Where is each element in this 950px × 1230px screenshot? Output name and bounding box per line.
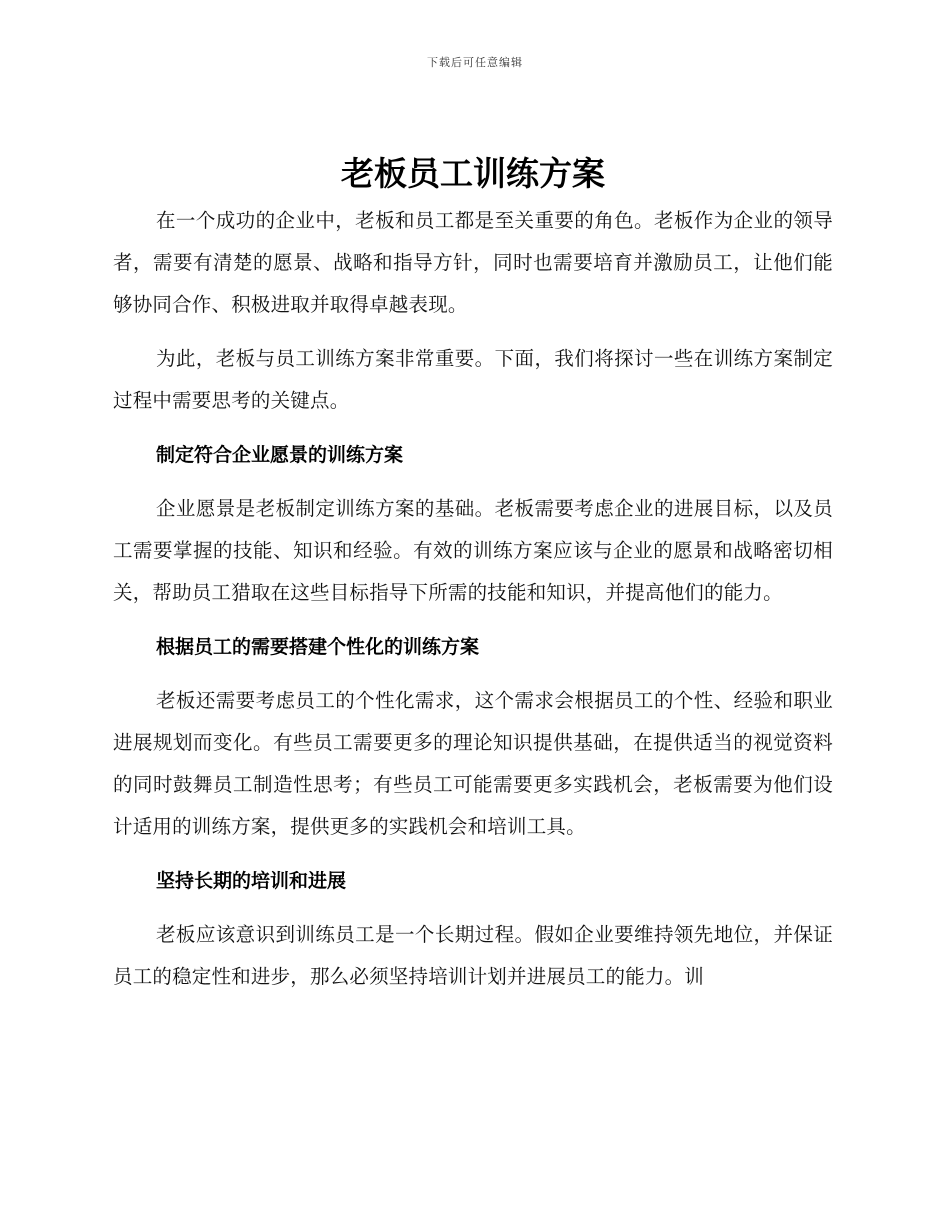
page-header-note: 下载后可任意编辑 [427,56,523,69]
intro-paragraph-2: 为此，老板与员工训练方案非常重要。下面，我们将探讨一些在训练方案制定过程中需要思考的关键点。 [113,347,833,412]
section-body-personalized: 老板还需要考虑员工的个性化需求，这个需求会根据员工的个性、经验和职业进展规划而变化。有些员工需要更多的理论知识提供基础，在提供适当的视觉资料的同时鼓舞员工制造性思考；有些员工可能需要更多实践机会，老板需要为他们设计适用的训练方案，提供更多的实践机会和培训工具。 [113,689,833,838]
section-body-long-term: 老板应该意识到训练员工是一个长期过程。假如企业要维持领先地位，并保证员工的稳定性和进步，那么必须坚持培训计划并进展员工的能力。训 [113,923,833,988]
paragraph-spacer [113,614,833,626]
paragraph-spacer [113,848,833,860]
section-heading-vision: 制定符合企业愿景的训练方案 [156,444,404,466]
paragraph-spacer [113,668,833,680]
section-heading-long-term: 坚持长期的培训和进展 [156,870,347,892]
paragraph-spacer [113,326,833,338]
section-body-vision: 企业愿景是老板制定训练方案的基础。老板需要考虑企业的进展目标，以及员工需要掌握的技能、知识和经验。有效的训练方案应该与企业的愿景和战略密切相关，帮助员工猎取在这些目标指导下所需的技能和知识，并提高他们的能力。 [113,497,833,604]
section-heading-personalized: 根据员工的需要搭建个性化的训练方案 [156,636,480,658]
paragraph-spacer [113,476,833,488]
document-body [113,148,833,998]
intro-paragraph-1: 在一个成功的企业中，老板和员工都是至关重要的角色。老板作为企业的领导者，需要有清楚的愿景、战略和指导方针，同时也需要培育并激励员工，让他们能够协同合作、积极进取并取得卓越表现。 [113,209,833,316]
paragraph-spacer [113,902,833,914]
paragraph-spacer [113,422,833,434]
document-title: 老板员工训练方案 [341,154,605,193]
